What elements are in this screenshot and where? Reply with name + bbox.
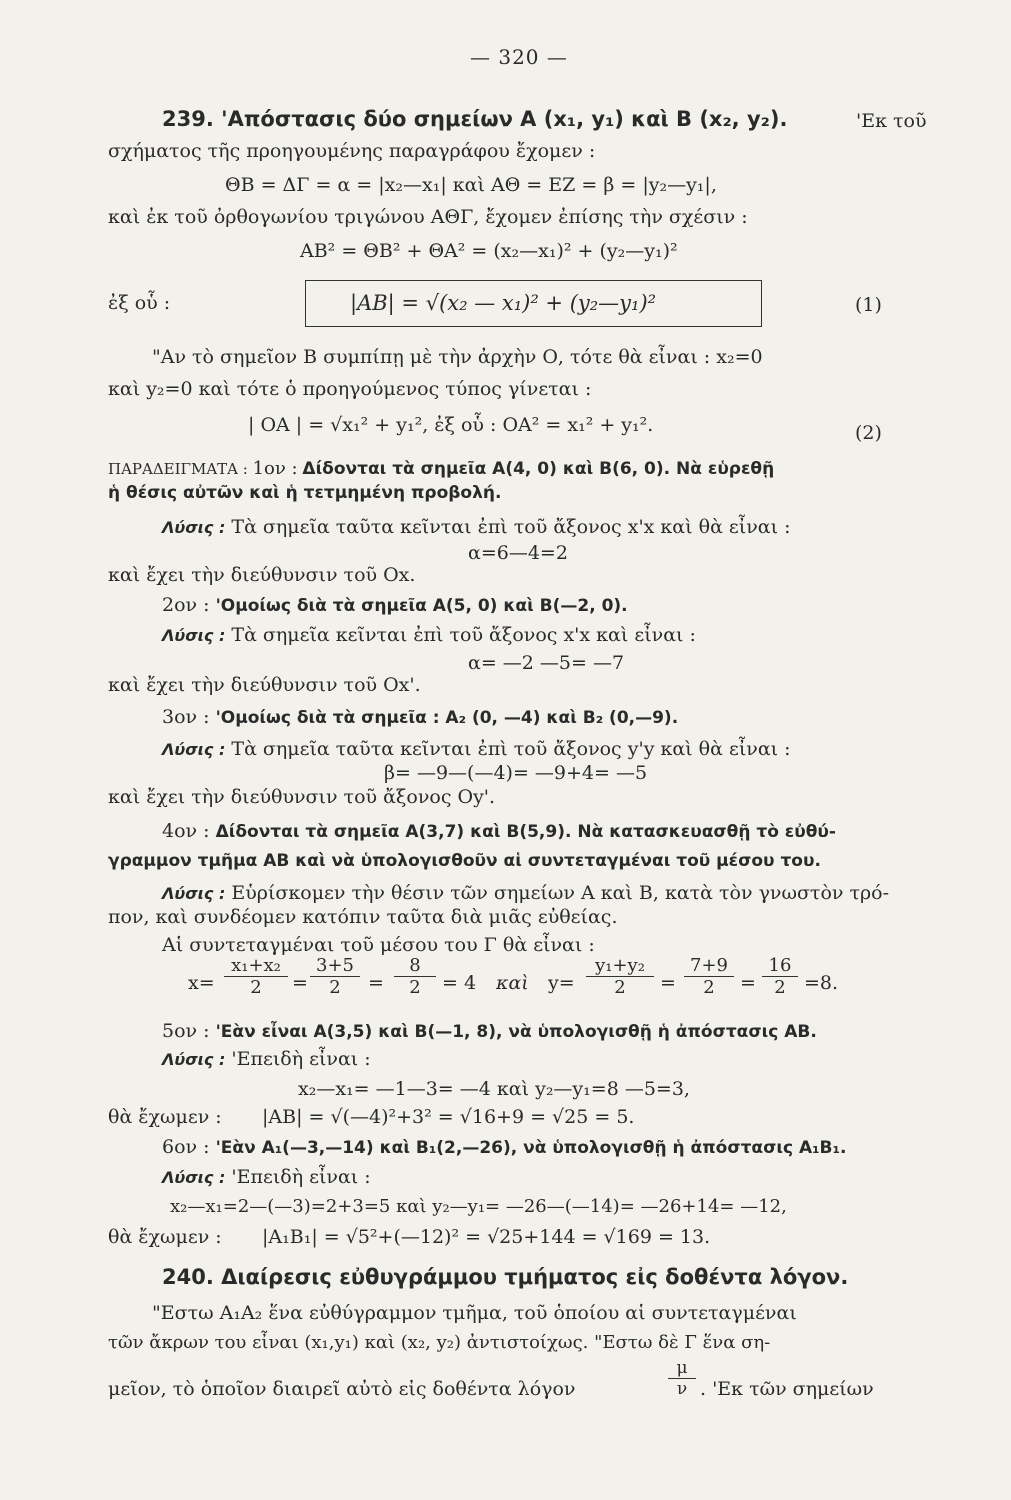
example-line xyxy=(162,592,628,619)
section-title: 'Απόστασις δύο σημείων Α (x₁, y₁) καὶ Β (x₂, y₂). xyxy=(221,107,788,131)
solution-text: Τὰ σημεῖα κεῖνται ἐπὶ τοῦ ἄξονος x'x καὶ εἶναι : xyxy=(231,624,696,646)
fraction-denominator: 2 xyxy=(329,977,341,998)
solution-line xyxy=(162,514,791,541)
formula-line: α= —2 —5= —7 xyxy=(468,652,625,674)
formula-result: =8. xyxy=(804,972,839,994)
ratio-denominator: ν xyxy=(676,1379,688,1399)
page-number: — 320 — xyxy=(470,45,568,69)
formula-line: x₂—x₁=2—(—3)=2+3=5 καὶ y₂—y₁= —26—(—14)= —26+14= —12, xyxy=(170,1196,787,1217)
solution-line xyxy=(162,880,889,907)
fraction-denominator: 2 xyxy=(250,977,262,998)
text-line: . 'Εκ τῶν σημείων xyxy=(700,1378,874,1400)
equation-number: (2) xyxy=(855,422,882,444)
example-text: 'Ομοίως διὰ τὰ σημεῖα Α(5, 0) καὶ Β(—2, 0). xyxy=(215,596,628,616)
text-line: καὶ ἔχει τὴν διεύθυνσιν τοῦ Ox. xyxy=(108,564,416,586)
formula-line: ΑΒ² = ΘΒ² + ΘΑ² = (x₂—x₁)² + (y₂—y₁)² xyxy=(300,240,678,262)
example-line xyxy=(162,1134,846,1161)
equation-number: (1) xyxy=(855,294,882,316)
example-number: 3ον : xyxy=(162,706,210,728)
solution-text: Τὰ σημεῖα ταῦτα κεῖνται ἐπὶ τοῦ ἄξονος y'y καὶ θὰ εἶναι : xyxy=(231,738,791,760)
fraction-denominator: 2 xyxy=(614,977,626,998)
formula-line: | ΟΑ | = √x₁² + y₁², ἐξ οὗ : ΟΑ² = x₁² + y₁². xyxy=(248,414,654,436)
solution-text: 'Επειδὴ εἶναι : xyxy=(231,1166,371,1188)
formula-line: α=6—4=2 xyxy=(468,542,568,564)
example-text: 'Εὰν Α₁(—3,—14) καὶ Β₁(2,—26), νὰ ὑπολογισθῇ ἡ ἀπόστασις Α₁Β₁. xyxy=(215,1138,847,1158)
example-line xyxy=(162,704,678,731)
equals-sign: = xyxy=(740,972,756,994)
example-text: 'Ομοίως διὰ τὰ σημεῖα : Α₂ (0, —4) καὶ Β₂ (0,—9). xyxy=(215,708,679,728)
fraction xyxy=(224,955,288,998)
equals-sign: = xyxy=(368,972,384,994)
fraction xyxy=(762,955,798,998)
solution-line xyxy=(162,736,791,763)
examples-label: ΠΑΡΑΔΕΙΓΜΑΤΑ : xyxy=(108,460,248,478)
formula-line: |Α₁Β₁| = √5²+(—12)² = √25+144 = √169 = 13. xyxy=(262,1226,711,1248)
example-text: 'Εὰν εἶναι Α(3,5) καὶ Β(—1, 8), νὰ ὑπολογισθῇ ἡ ἀπόστασις ΑΒ. xyxy=(215,1022,817,1042)
fraction xyxy=(684,955,734,998)
text-line: πον, καὶ συνδέομεν κατόπιν ταῦτα διὰ μιᾶς εὐθείας. xyxy=(108,906,618,928)
ratio-fraction xyxy=(668,1358,696,1399)
equals-sign: = xyxy=(660,972,676,994)
text-line: "Αν τὸ σημεῖον Β συμπίπῃ μὲ τὴν ἀρχὴν Ο, τότε θὰ εἶναι : x₂=0 xyxy=(152,346,763,368)
boxed-formula: |ΑΒ| = √(x₂ — x₁)² + (y₂—y₁)² xyxy=(350,291,657,315)
fraction xyxy=(586,955,654,998)
formula-y-label: y= xyxy=(548,972,575,994)
formula-line: x₂—x₁= —1—3= —4 καὶ y₂—y₁=8 —5=3, xyxy=(298,1078,690,1100)
example-text: Δίδονται τὰ σημεῖα Α(4, 0) καὶ Β(6, 0). Νὰ εὑρεθῇ xyxy=(302,459,775,479)
example-line xyxy=(162,1018,817,1045)
fraction-denominator: 2 xyxy=(703,977,715,998)
solution-label: Λύσις : xyxy=(162,1050,226,1069)
fraction-numerator: 16 xyxy=(762,955,798,977)
solution-label: Λύσις : xyxy=(162,884,226,903)
fraction-numerator: 3+5 xyxy=(310,955,360,977)
formula-x-label: x= xyxy=(188,972,215,994)
text-label: ἐξ οὗ : xyxy=(108,292,171,314)
example-number: 2ον : xyxy=(162,594,210,616)
example-number: 6ον : xyxy=(162,1136,210,1158)
ratio-numerator: μ xyxy=(668,1358,696,1379)
solution-line xyxy=(162,622,696,649)
text-line: καὶ ἐκ τοῦ ὀρθογωνίου τριγώνου ΑΘΓ, ἔχομεν ἐπίσης τὴν σχέσιν : xyxy=(108,206,748,228)
section-number: 239. xyxy=(162,107,214,131)
fraction xyxy=(310,955,360,998)
example-text: γραμμον τμῆμα ΑΒ καὶ νὰ ὑπολογισθοῦν αἱ συντεταγμέναι τοῦ μέσου του. xyxy=(108,851,821,871)
text-line: τῶν ἄκρων του εἶναι (x₁,y₁) καὶ (x₂, y₂) ἀντιστοίχως. "Εστω δὲ Γ ἕνα ση- xyxy=(108,1332,771,1353)
formula-line: β= —9—(—4)= —9+4= —5 xyxy=(384,762,648,784)
solution-label: Λύσις : xyxy=(162,1168,226,1187)
formula-result: = 4 xyxy=(442,972,477,994)
example-line xyxy=(162,818,836,845)
section-239-heading xyxy=(162,106,787,132)
example-number: 1ον : xyxy=(252,458,298,479)
example-number: 5ον : xyxy=(162,1020,210,1042)
text-line: καὶ y₂=0 καὶ τότε ὁ προηγούμενος τύπος γίνεται : xyxy=(108,378,592,400)
solution-label: Λύσις : xyxy=(162,518,226,537)
example-text: Δίδονται τὰ σημεῖα Α(3,7) καὶ Β(5,9). Νὰ κατασκευασθῇ τὸ εὐθύ- xyxy=(215,822,836,842)
formula-line: |ΑΒ| = √(—4)²+3² = √16+9 = √25 = 5. xyxy=(262,1106,635,1128)
examples-line xyxy=(108,456,774,482)
solution-text: 'Επειδὴ εἶναι : xyxy=(231,1048,371,1070)
text-label: θὰ ἔχωμεν : xyxy=(108,1106,222,1128)
solution-text: Τὰ σημεῖα ταῦτα κεῖνται ἐπὶ τοῦ ἄξονος x'x καὶ θὰ εἶναι : xyxy=(231,516,791,538)
text-label: θὰ ἔχωμεν : xyxy=(108,1226,222,1248)
solution-line xyxy=(162,1164,371,1191)
text-line: καὶ ἔχει τὴν διεύθυνσιν τοῦ Ox'. xyxy=(108,674,421,696)
fraction-numerator: x₁+x₂ xyxy=(224,955,288,977)
example-number: 4ον : xyxy=(162,820,210,842)
formula-line: ΘΒ = ΔΓ = α = |x₂—x₁| καὶ ΑΘ = ΕΖ = β = |y₂—y₁|, xyxy=(225,174,717,196)
text-line: "Εστω Α₁Α₂ ἕνα εὐθύγραμμον τμῆμα, τοῦ ὁποίου αἱ συντεταγμέναι xyxy=(152,1302,797,1324)
solution-line xyxy=(162,1046,371,1073)
example-text: ἡ θέσις αὐτῶν καὶ ἡ τετμημένη προβολή. xyxy=(108,483,502,503)
solution-label: Λύσις : xyxy=(162,740,226,759)
equals-sign: = xyxy=(292,972,308,994)
solution-text: Εὑρίσκομεν τὴν θέσιν τῶν σημείων Α καὶ Β, κατὰ τὸν γνωστὸν τρό- xyxy=(231,882,890,904)
text-line: μεῖον, τὸ ὁποῖον διαιρεῖ αὐτὸ εἰς δοθέντα λόγον xyxy=(108,1378,576,1400)
text-line: Αἱ συντεταγμέναι τοῦ μέσου του Γ θὰ εἶναι : xyxy=(162,934,595,956)
fraction-numerator: 8 xyxy=(394,955,436,977)
fraction-numerator: 7+9 xyxy=(684,955,734,977)
conjunction: καὶ xyxy=(496,972,529,994)
fraction-denominator: 2 xyxy=(774,977,786,998)
fraction-numerator: y₁+y₂ xyxy=(586,955,654,977)
fraction-denominator: 2 xyxy=(409,977,421,998)
text-line: καὶ ἔχει τὴν διεύθυνσιν τοῦ ἄξονος Oy'. xyxy=(108,786,496,808)
fraction xyxy=(394,955,436,998)
text-line: σχήματος τῆς προηγουμένης παραγράφου ἔχομεν : xyxy=(108,140,596,162)
section-240-heading: 240. Διαίρεσις εὐθυγράμμου τμήματος εἰς δοθέντα λόγον. xyxy=(162,1265,849,1289)
heading-tail: 'Εκ τοῦ xyxy=(856,110,927,132)
solution-label: Λύσις : xyxy=(162,626,226,645)
